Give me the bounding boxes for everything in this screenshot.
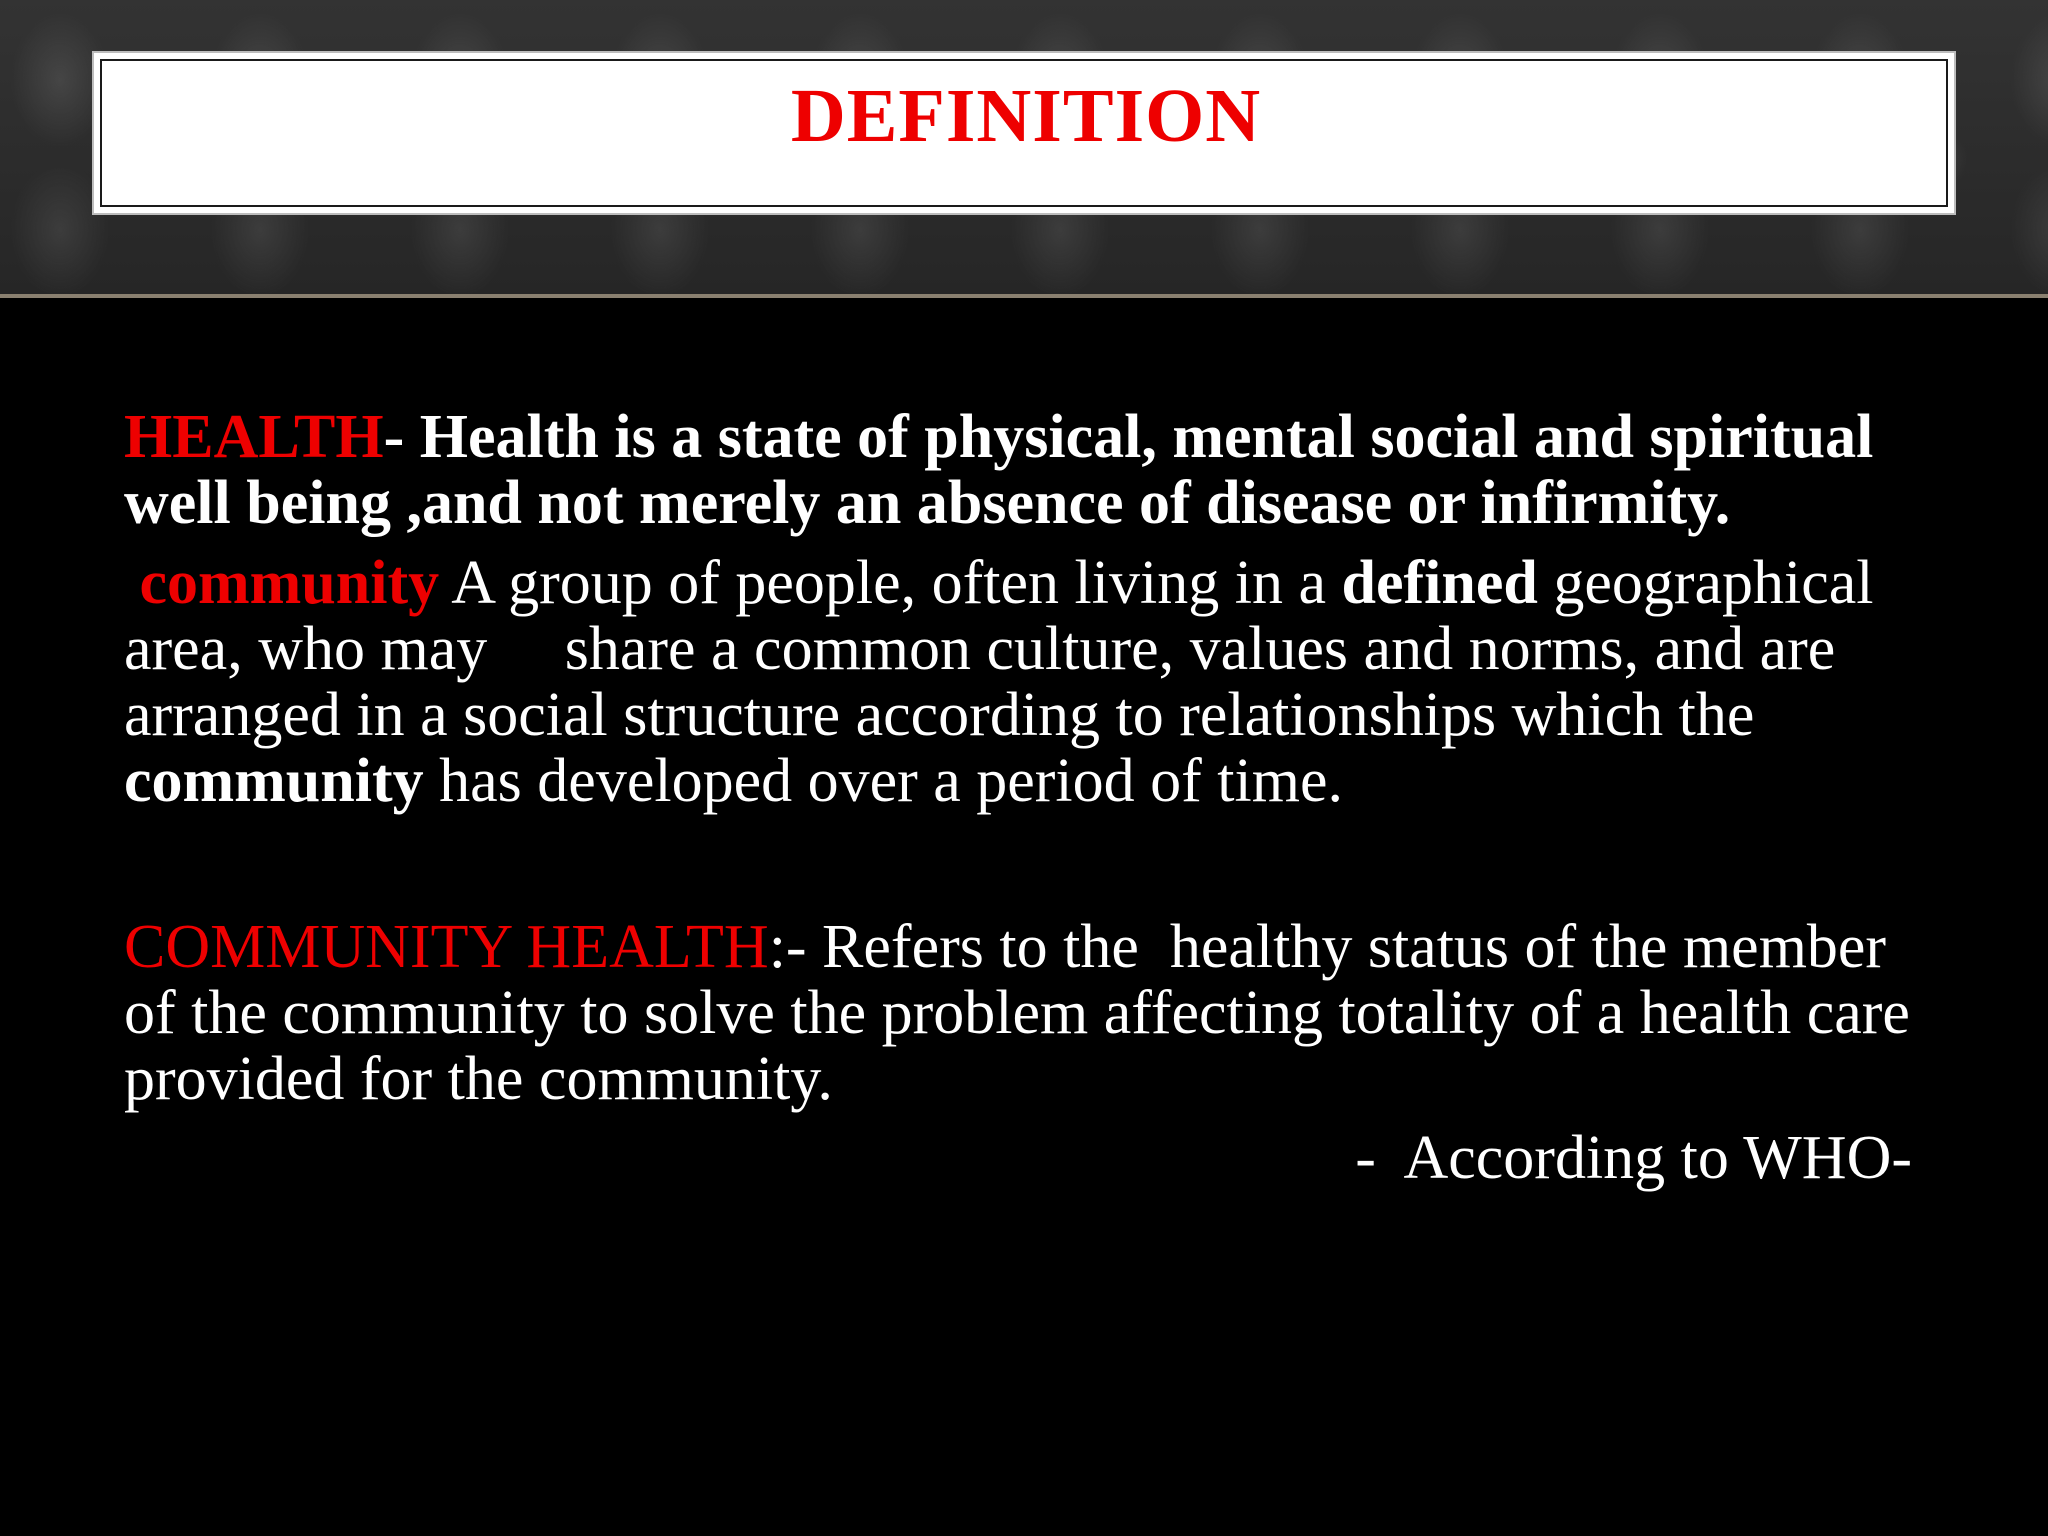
community-term: community xyxy=(139,549,440,617)
slide-content xyxy=(124,404,1924,1194)
title-box xyxy=(94,53,1954,213)
header-divider xyxy=(0,294,2048,298)
community-health-definition xyxy=(124,914,1924,1112)
community-health-term: COMMUNITY HEALTH xyxy=(124,913,769,981)
health-term: HEALTH xyxy=(124,403,384,471)
community-bold-community: community xyxy=(124,747,424,815)
health-definition xyxy=(124,404,1924,536)
slide-title: DEFINITION xyxy=(790,74,1262,158)
attribution: - According to WHO- xyxy=(1355,1124,1912,1192)
community-text-2: geographical area, who may share a common culture, values and norms, and are arranged in a social structure according to relationships which the xyxy=(124,549,1874,749)
community-bold-defined: defined xyxy=(1341,549,1538,617)
health-definition-text: - Health is a state of physical, mental social and spiritual well being ,and not merely an absence of disease or infirmity. xyxy=(124,403,1874,537)
community-health-text: :- Refers to the healthy status of the member of the community to solve the problem affecting totality of a health care provided for the community. xyxy=(124,913,1910,1113)
community-definition xyxy=(124,550,1924,814)
community-text-1: A group of people, often living in a xyxy=(439,549,1342,617)
community-text-3: has developed over a period of time. xyxy=(423,747,1343,815)
